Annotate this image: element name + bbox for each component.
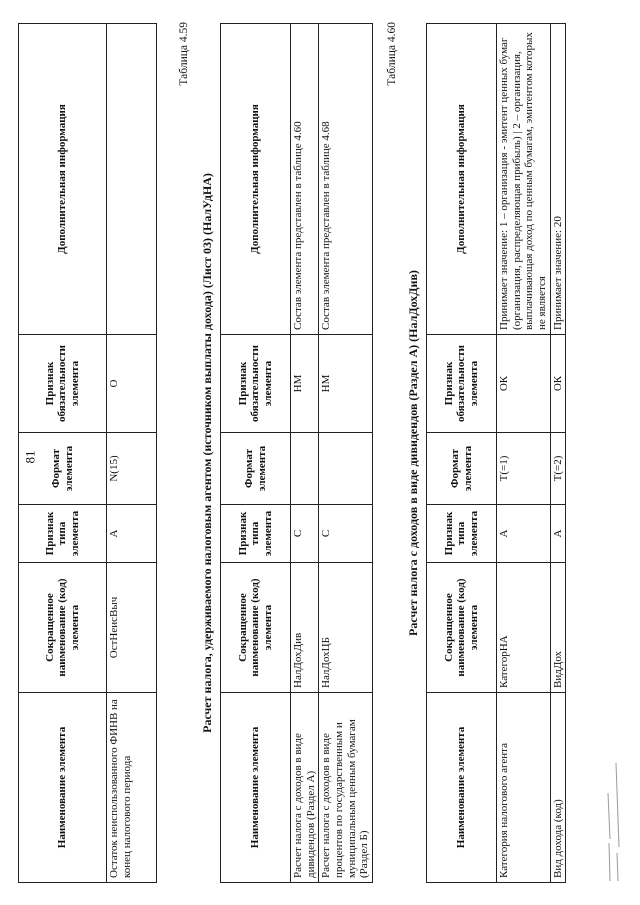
cell: НалДохЦБ: [319, 563, 373, 693]
cell: T(=1): [497, 433, 551, 505]
cell: Категория налогового агента: [497, 693, 551, 883]
cell: НМ: [319, 335, 373, 433]
cell: НМ: [291, 335, 319, 433]
cell: Остаток неиспользованного ФИНВ на конец налогового периода: [107, 693, 157, 883]
table-row: [107, 24, 157, 883]
col-header: Признак обязательности элемента: [427, 335, 497, 433]
col-header: Наименование элемента: [221, 693, 291, 883]
col-header: Наименование элемента: [427, 693, 497, 883]
table-row: [497, 24, 551, 883]
cell: НалДохДив: [291, 563, 319, 693]
table-caption: Таблица 4.59: [178, 22, 190, 86]
col-header: Сокращенное наименование (код) элемента: [221, 563, 291, 693]
col-header: Признак обязательности элемента: [221, 335, 291, 433]
cell: Расчет налога с доходов в виде дивидендов (Раздел А): [291, 693, 319, 883]
cell: С: [291, 505, 319, 563]
col-header: Дополнительная информация: [221, 24, 291, 335]
cell: А: [550, 505, 566, 563]
table-caption: Таблица 4.60: [386, 22, 398, 86]
cell: А: [107, 505, 157, 563]
table-row: [291, 24, 319, 883]
cell: О: [107, 335, 157, 433]
cell: Состав элемента представлен в таблице 4.60: [291, 24, 319, 335]
table-row: [319, 24, 373, 883]
col-header: Признак типа элемента: [19, 505, 107, 563]
cell: [107, 24, 157, 335]
col-header: Формат элемента: [19, 433, 107, 505]
cell: ОК: [497, 335, 551, 433]
cell: ОК: [550, 335, 566, 433]
col-header: Признак обязательности элемента: [19, 335, 107, 433]
faint-stamp-scribble: [604, 723, 626, 883]
col-header: Дополнительная информация: [427, 24, 497, 335]
col-header: Формат элемента: [221, 433, 291, 505]
page-number: 81: [22, 450, 38, 464]
col-header: Наименование элемента: [19, 693, 107, 883]
col-header: Признак типа элемента: [427, 505, 497, 563]
cell: КатегорНА: [497, 563, 551, 693]
cell: T(=2): [550, 433, 566, 505]
table-title: Расчет налога, удерживаемого налоговым агентом (источником выплаты дохода) (Лист 03) (НалУдНА): [200, 173, 214, 733]
cell: [291, 433, 319, 505]
table-4-59: [220, 23, 373, 883]
cell: Принимает значение: 1 – организация - эмитент ценных бумаг (организация, распределяющая прибыль) | 2 – организация, выплачивающая доход по ценным бумагам, эмитентом которых не является: [497, 24, 551, 335]
cell: Вид дохода (код): [550, 693, 566, 883]
cell: С: [319, 505, 373, 563]
cell: Состав элемента представлен в таблице 4.68: [319, 24, 373, 335]
table-continuation: [18, 23, 157, 883]
col-header: Признак типа элемента: [221, 505, 291, 563]
cell: [319, 433, 373, 505]
col-header: Дополнительная информация: [19, 24, 107, 335]
cell: ВидДох: [550, 563, 566, 693]
cell: Расчет налога с доходов в виде процентов по государственным и муниципальным ценным бумагам (Раздел Б): [319, 693, 373, 883]
col-header: Формат элемента: [427, 433, 497, 505]
table-4-60: [426, 23, 566, 883]
cell: N(15): [107, 433, 157, 505]
cell: Принимает значение: 20: [550, 24, 566, 335]
cell: ОстНеисВыч: [107, 563, 157, 693]
table-title: Расчет налога с доходов в виде дивидендов (Раздел А) (НалДохДив): [406, 270, 420, 636]
col-header: Сокращенное наименование (код) элемента: [19, 563, 107, 693]
col-header: Сокращенное наименование (код) элемента: [427, 563, 497, 693]
cell: А: [497, 505, 551, 563]
table-row: [550, 24, 566, 883]
